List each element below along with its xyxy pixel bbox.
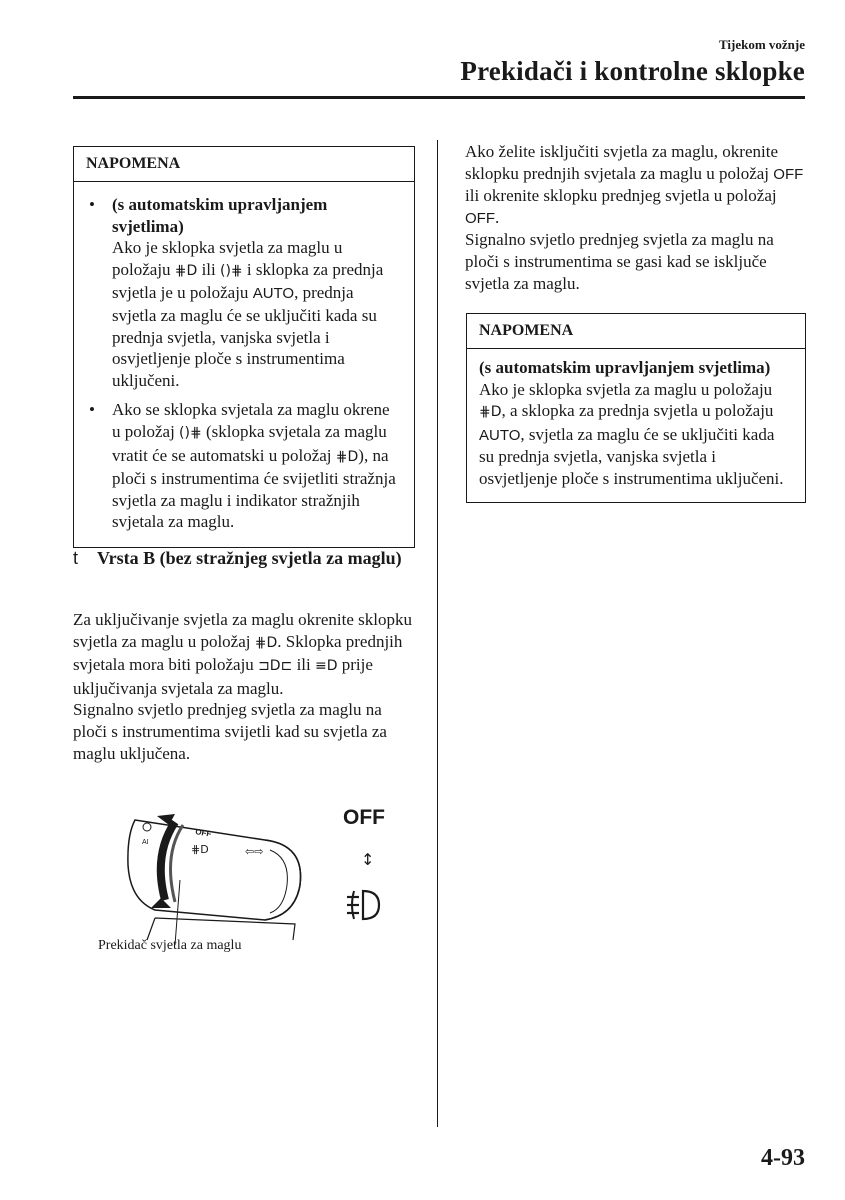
subsection-marker: t	[73, 548, 79, 568]
para-left-c: ili	[292, 655, 315, 675]
para-right-d: Signalno svjetlo prednjeg svjetla za maglu na ploči s instrumentima se gasi kad se isključe svjetla za maglu.	[465, 230, 774, 293]
subsection-heading	[73, 546, 413, 570]
bullet-1-text-c: i sklopka za prednja svjetla je u položaju	[112, 259, 384, 303]
para-left-e: Signalno svjetlo prednjeg svjetla za maglu na ploči s instrumentima svijetli kad su svjetla za maglu uključena.	[73, 700, 387, 763]
figure-caption: Prekidač svjetla za maglu	[98, 938, 242, 953]
bullet-1-heading: (s automatskim upravljanjem svjetlima)	[112, 195, 328, 236]
off-label-inline: OFF	[773, 165, 804, 183]
stalk-beam-icon: ⇦⇨	[245, 845, 264, 858]
bullet-dot: •	[89, 195, 95, 214]
para-left-d: prije uključivanja svjetala za maglu.	[73, 655, 373, 698]
note-body	[74, 182, 414, 547]
para-right-a: Ako želite isključiti svjetla za maglu, okrenite sklopku prednjih svjetala za maglu u položaj	[465, 142, 778, 183]
bullet-dot: •	[89, 400, 95, 420]
bullet-2-text-a: Ako se sklopka svjetala za maglu okrene u položaj	[112, 400, 390, 441]
note-bullet-1	[86, 194, 402, 391]
bullet-2-text-b: (sklopka svjetala za maglu vratit će se automatski u položaj	[112, 421, 387, 465]
headlight-icon: ≡D	[314, 658, 338, 675]
note-heading: NAPOMENA	[467, 314, 805, 349]
stalk-fog-icon: ⋕D	[191, 843, 209, 856]
header-rule	[73, 96, 805, 99]
front-fog-light-icon: ⋕D	[174, 262, 198, 279]
para-right-b: ili okrenite sklopku prednjeg svjetla u položaj	[465, 186, 777, 206]
body-paragraph-right	[465, 141, 810, 294]
parking-light-icon: ⊐D⊏	[258, 658, 293, 675]
note-bullet-2	[86, 399, 402, 533]
stalk-auto-label: AI	[142, 839, 149, 846]
note-box-right	[466, 313, 806, 503]
bullet-2-text-c: ), na ploči s instrumentima će svijetliti stražnja svjetla za maglu i indikator stražnjih svjetala za maglu.	[112, 445, 396, 532]
para-left-a: Za uključivanje svjetla za maglu okrenite sklopku svjetla za maglu u položaj	[73, 610, 412, 651]
para-left-b: . Sklopka prednjih svjetala mora biti položaju	[73, 631, 403, 675]
para-right-c: .	[495, 207, 500, 227]
bullet-1-text-d: , prednja svjetla za maglu će se uključiti kada su prednja svjetla, vanjska svjetla i osvjetljenje ploče s instrumentima uključeni.	[112, 283, 377, 390]
note-right-heading: (s automatskim upravljanjem svjetlima)	[479, 358, 771, 377]
auto-label: AUTO	[252, 285, 295, 303]
front-fog-light-icon: ⋕D	[254, 634, 278, 651]
stalk-off-label: OFF	[194, 827, 212, 839]
note-right-text-c: , svjetla za maglu će se uključiti kada su prednja svjetla, vanjska svjetla i osvjetljenje ploče s instrumentima uključeni.	[479, 424, 784, 488]
column-divider	[437, 140, 438, 1127]
section-label: Tijekom vožnje	[718, 37, 805, 52]
front-fog-light-icon	[343, 885, 383, 925]
off-position-label: OFF	[343, 806, 385, 829]
note-body	[467, 349, 805, 502]
rear-fog-light-icon: ()⋕	[179, 424, 202, 441]
page-title: Prekidači i kontrolne sklopke	[460, 56, 805, 86]
subsection-title: Vrsta B (bez stražnjeg svjetla za maglu)	[97, 548, 402, 568]
note-right-text-b: , a sklopka za prednja svjetla u položaju	[501, 401, 774, 421]
rear-fog-light-icon: ()⋕	[219, 262, 243, 279]
body-paragraph-left	[73, 609, 415, 764]
up-down-arrow-icon: ↕	[361, 850, 375, 869]
auto-label: AUTO	[479, 426, 521, 444]
front-fog-light-icon: ⋕D	[479, 404, 502, 421]
note-box-left	[73, 146, 415, 548]
bullet-1-text-a: Ako je sklopka svjetla za maglu u položaju	[112, 238, 343, 279]
bullet-1-text-b: ili	[197, 259, 220, 279]
front-fog-light-icon: ⋕D	[335, 448, 359, 465]
note-right-text-a: Ako je sklopka svjetla za maglu u položaju	[479, 379, 773, 399]
off-label-inline: OFF	[465, 209, 495, 227]
note-heading: NAPOMENA	[74, 147, 414, 182]
page-number: 4-93	[761, 1145, 805, 1171]
